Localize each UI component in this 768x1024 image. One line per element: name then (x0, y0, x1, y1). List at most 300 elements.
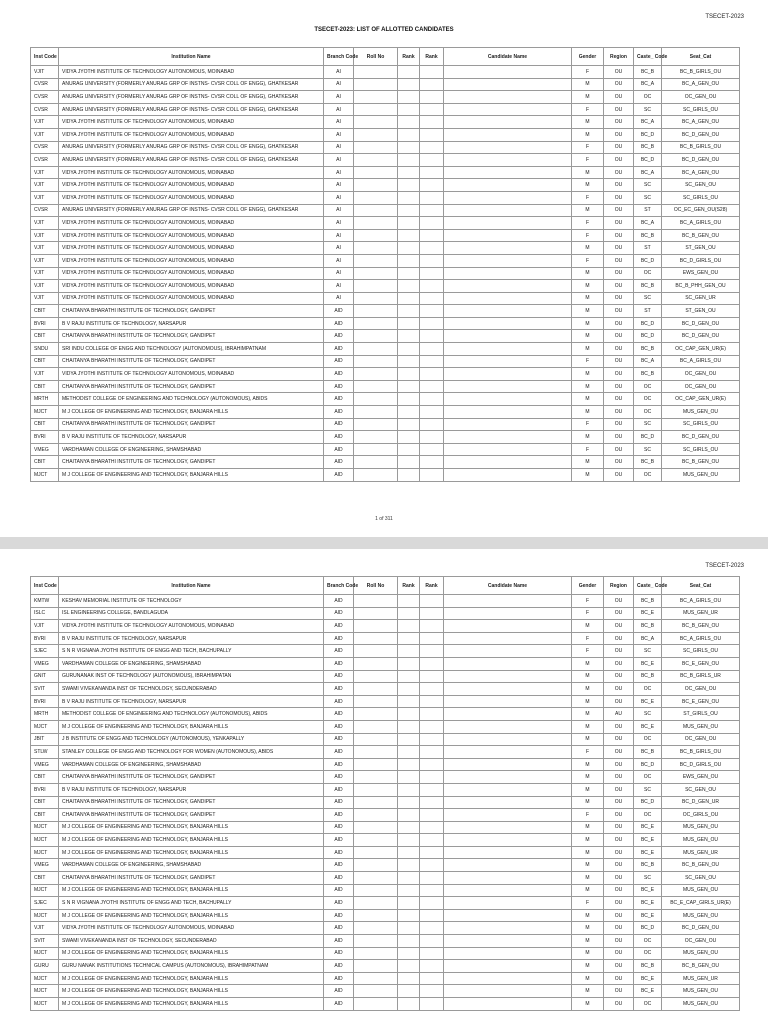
table-cell (420, 443, 444, 456)
table-cell: BC_B (634, 141, 662, 154)
table-cell: M (572, 456, 604, 469)
table-cell: SWAMI VIVEKANANDA INST OF TECHNOLOGY, SECUNDERABAD (59, 683, 324, 696)
table-cell (398, 418, 420, 431)
table-cell: AID (324, 947, 354, 960)
table-cell: M J COLLEGE OF ENGINEERING AND TECHNOLOGY, BANJARA HILLS (59, 720, 324, 733)
table-cell: OU (604, 292, 634, 305)
table-cell: OU (604, 469, 634, 482)
table-cell: CHAITANYA BHARATHI INSTITUTE OF TECHNOLOGY, GANDIPET (59, 305, 324, 318)
table-cell: M (572, 620, 604, 633)
column-header: Candidate Name (444, 577, 572, 595)
table-row (31, 317, 740, 330)
table-cell: AID (324, 670, 354, 683)
table-cell (420, 78, 444, 91)
table-cell: MJCT (31, 972, 59, 985)
table-cell (444, 872, 572, 885)
table-cell (420, 116, 444, 129)
table-cell: M (572, 935, 604, 948)
table-cell (398, 443, 420, 456)
table-cell (444, 695, 572, 708)
table-cell: OU (604, 884, 634, 897)
table-cell (398, 280, 420, 293)
table-cell: BC_E (634, 884, 662, 897)
table-cell: M (572, 179, 604, 192)
table-cell (444, 393, 572, 406)
table-cell (398, 670, 420, 683)
table-cell (420, 456, 444, 469)
table-cell: BC_D (634, 796, 662, 809)
table-cell: OU (604, 985, 634, 998)
table-cell (444, 809, 572, 822)
table-cell: VIDYA JYOTHI INSTITUTE OF TECHNOLOGY AUTONOMOUS, MOINABAD (59, 191, 324, 204)
table-cell: MJCT (31, 884, 59, 897)
table-cell (354, 456, 398, 469)
table-cell (420, 897, 444, 910)
table-row (31, 607, 740, 620)
table-cell: AID (324, 657, 354, 670)
table-cell: BC_B (634, 456, 662, 469)
table-cell: AI (324, 229, 354, 242)
table-cell: AID (324, 683, 354, 696)
table-cell: OU (604, 330, 634, 343)
table-cell (398, 657, 420, 670)
table-cell: BC_A (634, 166, 662, 179)
table-cell: OU (604, 922, 634, 935)
table-cell: M (572, 758, 604, 771)
table-cell (398, 796, 420, 809)
table-cell (398, 771, 420, 784)
table-cell (354, 292, 398, 305)
table-cell: VMEG (31, 657, 59, 670)
table-cell: F (572, 229, 604, 242)
table-cell: AI (324, 128, 354, 141)
table-cell (354, 872, 398, 885)
table-cell: AID (324, 720, 354, 733)
table-row (31, 267, 740, 280)
table-row (31, 846, 740, 859)
table-cell (354, 116, 398, 129)
table-cell: OU (604, 720, 634, 733)
table-cell (398, 292, 420, 305)
table-cell (354, 330, 398, 343)
table-cell: OC (634, 393, 662, 406)
table-body (31, 595, 740, 1011)
table-cell: CHAITANYA BHARATHI INSTITUTE OF TECHNOLOGY, GANDIPET (59, 355, 324, 368)
table-cell: BVRI (31, 317, 59, 330)
table-cell: ISL ENGINEERING COLLEGE, BANDLAGUDA (59, 607, 324, 620)
table-cell: M (572, 834, 604, 847)
table-cell (398, 998, 420, 1011)
table-cell: OU (604, 859, 634, 872)
table-cell: SC (634, 645, 662, 658)
table-cell (354, 166, 398, 179)
table-cell (420, 708, 444, 721)
table-cell: BC_B (634, 595, 662, 608)
table-cell (354, 280, 398, 293)
table-cell (354, 380, 398, 393)
table-cell: OU (604, 254, 634, 267)
table-row (31, 720, 740, 733)
table-row (31, 355, 740, 368)
table-cell: OU (604, 809, 634, 822)
table-cell: M (572, 204, 604, 217)
column-header: Region (604, 577, 634, 595)
table-cell: F (572, 443, 604, 456)
table-cell: OC (634, 947, 662, 960)
table-row (31, 103, 740, 116)
table-cell (398, 758, 420, 771)
table-cell: F (572, 141, 604, 154)
table-cell: CBIT (31, 380, 59, 393)
table-cell: OU (604, 632, 634, 645)
table-cell: BC_B_GIRLS_OU (662, 141, 740, 154)
page-number: 1 of 311 (375, 516, 393, 522)
table-cell: BC_A_GEN_OU (662, 166, 740, 179)
table-cell: BC_D (634, 758, 662, 771)
table-cell: J B INSTITUTE OF ENGG AND TECHNOLOGY (AUTONOMOUS), YENKAPALLY (59, 733, 324, 746)
table-cell: BC_B (634, 66, 662, 79)
table-cell (420, 595, 444, 608)
table-cell (444, 267, 572, 280)
table-cell: OU (604, 909, 634, 922)
table-cell (354, 821, 398, 834)
table-cell: OU (604, 103, 634, 116)
table-cell: OC_GEN_OU (662, 935, 740, 948)
table-cell: CHAITANYA BHARATHI INSTITUTE OF TECHNOLOGY, GANDIPET (59, 872, 324, 885)
table-cell (444, 783, 572, 796)
table-cell: F (572, 746, 604, 759)
table-cell (398, 834, 420, 847)
table-cell (398, 809, 420, 822)
table-cell: AID (324, 645, 354, 658)
table-cell (444, 620, 572, 633)
table-cell: MJCT (31, 909, 59, 922)
table-cell (354, 242, 398, 255)
table-cell: M (572, 733, 604, 746)
table-cell (354, 229, 398, 242)
table-row (31, 657, 740, 670)
table-cell: BC_E (634, 972, 662, 985)
table-cell: SC (634, 708, 662, 721)
table-cell: MUS_GEN_OU (662, 985, 740, 998)
table-cell: KMTW (31, 595, 59, 608)
table-cell: VIDYA JYOTHI INSTITUTE OF TECHNOLOGY AUTONOMOUS, MOINABAD (59, 116, 324, 129)
table-cell: AID (324, 607, 354, 620)
table-cell: VJIT (31, 242, 59, 255)
table-cell: VJIT (31, 191, 59, 204)
table-cell: M (572, 330, 604, 343)
table-cell: OU (604, 91, 634, 104)
table-cell: SVIT (31, 935, 59, 948)
table-cell: VIDYA JYOTHI INSTITUTE OF TECHNOLOGY AUTONOMOUS, MOINABAD (59, 922, 324, 935)
table-cell: AID (324, 846, 354, 859)
column-header: Inst Code (31, 48, 59, 66)
table-cell (354, 443, 398, 456)
table-cell (444, 595, 572, 608)
table-cell: OU (604, 191, 634, 204)
table-cell: CBIT (31, 872, 59, 885)
table-cell (420, 809, 444, 822)
table-cell: SC (634, 103, 662, 116)
table-cell: AI (324, 267, 354, 280)
table-row (31, 154, 740, 167)
table-cell (398, 191, 420, 204)
table-cell: ST_GEN_OU (662, 305, 740, 318)
table-cell (354, 406, 398, 419)
table-cell: BC_A (634, 355, 662, 368)
table-cell: MJCT (31, 998, 59, 1011)
table-row (31, 859, 740, 872)
table-cell (398, 884, 420, 897)
table-cell (444, 960, 572, 973)
table-cell: BC_D (634, 922, 662, 935)
table-cell (398, 330, 420, 343)
table-cell (354, 179, 398, 192)
table-cell: AID (324, 456, 354, 469)
table-cell (444, 758, 572, 771)
table-cell (354, 758, 398, 771)
table-row (31, 897, 740, 910)
table-cell: VIDYA JYOTHI INSTITUTE OF TECHNOLOGY AUTONOMOUS, MOINABAD (59, 179, 324, 192)
table-cell: F (572, 217, 604, 230)
column-header: Inst Code (31, 577, 59, 595)
table-cell: AI (324, 91, 354, 104)
table-cell: CBIT (31, 355, 59, 368)
table-cell: VMEG (31, 443, 59, 456)
table-row (31, 141, 740, 154)
table-cell: GNIT (31, 670, 59, 683)
table-cell: M (572, 267, 604, 280)
table-cell: OC_GEN_OU (662, 380, 740, 393)
table-cell: AI (324, 217, 354, 230)
table-cell: M (572, 859, 604, 872)
table-cell: AID (324, 960, 354, 973)
table-cell: VIDYA JYOTHI INSTITUTE OF TECHNOLOGY AUTONOMOUS, MOINABAD (59, 166, 324, 179)
table-cell: OU (604, 368, 634, 381)
table-cell (420, 128, 444, 141)
table-cell: M J COLLEGE OF ENGINEERING AND TECHNOLOGY, BANJARA HILLS (59, 909, 324, 922)
table-cell: VJIT (31, 267, 59, 280)
table-cell: BC_A (634, 78, 662, 91)
table-cell (354, 607, 398, 620)
table-cell: AID (324, 796, 354, 809)
table-cell: SC_GIRLS_OU (662, 418, 740, 431)
table-cell (444, 947, 572, 960)
table-cell: SC (634, 872, 662, 885)
table-cell: CHAITANYA BHARATHI INSTITUTE OF TECHNOLOGY, GANDIPET (59, 771, 324, 784)
table-cell: BVRI (31, 632, 59, 645)
column-header: Gender (572, 577, 604, 595)
table-cell: BC_D_GEN_OU (662, 330, 740, 343)
column-header: Rank (420, 48, 444, 66)
table-row (31, 809, 740, 822)
table-row (31, 746, 740, 759)
table-cell: MJCT (31, 469, 59, 482)
table-cell (444, 746, 572, 759)
table-cell (420, 204, 444, 217)
document-page-2 (0, 549, 768, 1024)
table-cell: BC_E (634, 657, 662, 670)
table-cell (354, 154, 398, 167)
table-cell: M (572, 469, 604, 482)
table-cell: CVSR (31, 103, 59, 116)
table-cell: OU (604, 947, 634, 960)
table-cell (444, 191, 572, 204)
table-cell: AI (324, 242, 354, 255)
table-cell: SC_GEN_UR (662, 292, 740, 305)
table-cell (398, 166, 420, 179)
table-cell: OU (604, 670, 634, 683)
table-cell (354, 431, 398, 444)
table-cell: BC_E_GEN_OU (662, 695, 740, 708)
allotment-table (30, 47, 740, 482)
table-cell (420, 884, 444, 897)
table-cell: VIDYA JYOTHI INSTITUTE OF TECHNOLOGY AUTONOMOUS, MOINABAD (59, 217, 324, 230)
table-cell (354, 657, 398, 670)
table-cell (420, 380, 444, 393)
table-cell: M (572, 922, 604, 935)
table-cell (398, 947, 420, 960)
table-cell: CHAITANYA BHARATHI INSTITUTE OF TECHNOLOGY, GANDIPET (59, 796, 324, 809)
table-cell: OC_GIRLS_OU (662, 809, 740, 822)
table-cell (444, 909, 572, 922)
table-cell (444, 242, 572, 255)
table-cell: MUS_GEN_UR (662, 846, 740, 859)
table-cell: CBIT (31, 796, 59, 809)
table-cell (420, 998, 444, 1011)
table-cell: CVSR (31, 91, 59, 104)
table-row (31, 217, 740, 230)
table-cell (420, 872, 444, 885)
table-cell (398, 935, 420, 948)
table-cell: CBIT (31, 456, 59, 469)
table-cell: OC_GEN_OU (662, 91, 740, 104)
table-cell (420, 317, 444, 330)
table-cell: AI (324, 166, 354, 179)
table-cell: CHAITANYA BHARATHI INSTITUTE OF TECHNOLOGY, GANDIPET (59, 456, 324, 469)
table-cell: STANLEY COLLEGE OF ENGG AND TECHNOLOGY FOR WOMEN (AUTONOMOUS), ABIDS (59, 746, 324, 759)
table-cell: MUS_GEN_UR (662, 972, 740, 985)
table-cell: STLW (31, 746, 59, 759)
table-cell: CVSR (31, 78, 59, 91)
table-cell: M (572, 985, 604, 998)
table-cell: OC (634, 380, 662, 393)
table-cell (444, 154, 572, 167)
table-cell: MJCT (31, 985, 59, 998)
table-cell (444, 330, 572, 343)
table-cell (398, 720, 420, 733)
table-cell (398, 645, 420, 658)
table-cell (420, 418, 444, 431)
table-cell: AID (324, 985, 354, 998)
table-cell: M J COLLEGE OF ENGINEERING AND TECHNOLOGY, BANJARA HILLS (59, 884, 324, 897)
table-cell: ST (634, 242, 662, 255)
table-cell (420, 217, 444, 230)
table-cell: OU (604, 645, 634, 658)
table-cell: CHAITANYA BHARATHI INSTITUTE OF TECHNOLOGY, GANDIPET (59, 380, 324, 393)
table-cell: SRI INDU COLLEGE OF ENGG AND TECHNOLOGY (AUTONOMOUS), IBRAHIMPATNAM (59, 343, 324, 356)
table-cell (420, 368, 444, 381)
table-row (31, 229, 740, 242)
table-cell (398, 380, 420, 393)
table-cell: CBIT (31, 771, 59, 784)
table-cell: OC_CAP_GEN_UR(E) (662, 343, 740, 356)
table-cell (444, 78, 572, 91)
table-cell (354, 783, 398, 796)
table-row (31, 947, 740, 960)
table-cell (398, 846, 420, 859)
table-cell (420, 720, 444, 733)
table-cell (420, 469, 444, 482)
table-cell: BC_D (634, 154, 662, 167)
table-cell: AI (324, 179, 354, 192)
table-cell (354, 393, 398, 406)
table-cell: OU (604, 154, 634, 167)
table-cell: M (572, 670, 604, 683)
table-cell (420, 343, 444, 356)
table-cell (398, 204, 420, 217)
table-row (31, 733, 740, 746)
table-cell (354, 204, 398, 217)
table-cell (398, 355, 420, 368)
table-cell: OC (634, 267, 662, 280)
table-cell: M J COLLEGE OF ENGINEERING AND TECHNOLOGY, BANJARA HILLS (59, 972, 324, 985)
table-cell (444, 343, 572, 356)
table-cell: CBIT (31, 809, 59, 822)
table-cell: GURUNANAK INST OF TECHNOLOGY (AUTONOMOUS), IBRAHIMPATAN (59, 670, 324, 683)
table-cell: AID (324, 393, 354, 406)
table-cell: F (572, 418, 604, 431)
table-cell: AI (324, 292, 354, 305)
table-cell: VJIT (31, 116, 59, 129)
table-cell: MJCT (31, 821, 59, 834)
table-cell (420, 746, 444, 759)
table-cell: ANURAG UNIVERSITY (FORMERLY ANURAG GRP OF INSTNS- CVSR COLL OF ENGG), GHATKESAR (59, 204, 324, 217)
table-cell: AID (324, 834, 354, 847)
table-cell (420, 922, 444, 935)
table-cell (398, 254, 420, 267)
table-cell: M (572, 166, 604, 179)
table-cell (420, 355, 444, 368)
table-cell: ANURAG UNIVERSITY (FORMERLY ANURAG GRP OF INSTNS- CVSR COLL OF ENGG), GHATKESAR (59, 78, 324, 91)
table-cell (354, 708, 398, 721)
table-cell (398, 821, 420, 834)
table-cell: CBIT (31, 418, 59, 431)
table-row (31, 834, 740, 847)
table-cell (354, 632, 398, 645)
table-cell (398, 683, 420, 696)
table-cell (444, 683, 572, 696)
table-cell: M J COLLEGE OF ENGINEERING AND TECHNOLOGY, BANJARA HILLS (59, 834, 324, 847)
table-cell: B V RAJU INSTITUTE OF TECHNOLOGY, NARSAPUR (59, 431, 324, 444)
table-cell: BC_B (634, 280, 662, 293)
table-cell: F (572, 897, 604, 910)
table-cell: AI (324, 78, 354, 91)
table-cell: ANURAG UNIVERSITY (FORMERLY ANURAG GRP OF INSTNS- CVSR COLL OF ENGG), GHATKESAR (59, 141, 324, 154)
table-cell: AID (324, 771, 354, 784)
table-cell (444, 179, 572, 192)
table-cell: OU (604, 179, 634, 192)
table-cell: M (572, 960, 604, 973)
table-cell: ISLC (31, 607, 59, 620)
table-cell: OU (604, 834, 634, 847)
table-cell: VIDYA JYOTHI INSTITUTE OF TECHNOLOGY AUTONOMOUS, MOINABAD (59, 620, 324, 633)
table-cell (444, 796, 572, 809)
table-cell (420, 229, 444, 242)
table-cell: M (572, 771, 604, 784)
table-cell: ST_GEN_OU (662, 242, 740, 255)
table-cell: AID (324, 922, 354, 935)
